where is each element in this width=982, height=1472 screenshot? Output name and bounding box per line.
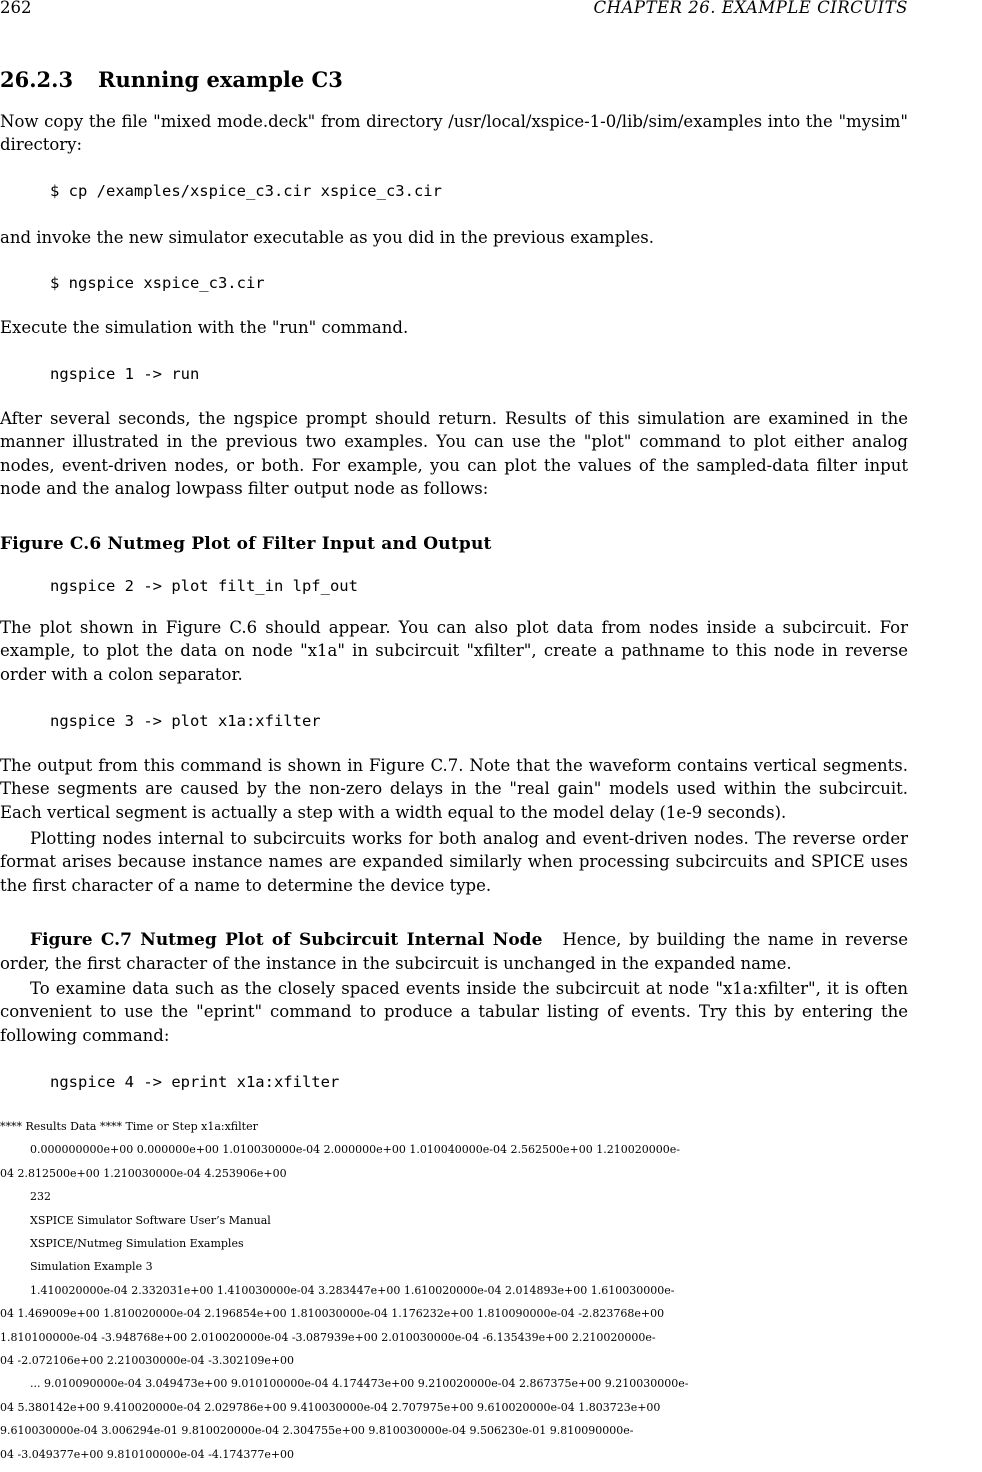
results-line: 04 -3.049377e+00 9.810100000e-04 -4.174377e+00 <box>0 1447 295 1461</box>
paragraph-internal-nodes: Plotting nodes internal to subcircuits works for both analog and event-driven nodes. The reverse order format arises because instance names are expanded similarly when processing subcircuits and SPICE uses the first character of a name to determine the device type. <box>0 829 908 895</box>
results-line: ... 9.010090000e-04 3.049473e+00 9.010100000e-04 4.174473e+00 9.210020000e-04 2.867375e+00 9.210030000e- <box>30 1377 689 1391</box>
running-header <box>0 0 908 20</box>
figure-c6-caption: Figure C.6 Nutmeg Plot of Filter Input and Output <box>0 534 492 554</box>
command-plot-x1a: ngspice 3 -> plot x1a:xfilter <box>50 712 321 730</box>
chapter-title: CHAPTER 26. EXAMPLE CIRCUITS <box>593 0 908 17</box>
command-copy: $ cp /examples/xspice_c3.cir xspice_c3.cir <box>50 182 442 200</box>
results-listing <box>0 1115 982 1466</box>
page-number: 262 <box>0 0 32 17</box>
paragraph-invoke: and invoke the new simulator executable as you did in the previous examples. <box>0 228 655 247</box>
results-line: 04 5.380142e+00 9.410020000e-04 2.029786e+00 9.410030000e-04 2.707975e+00 9.610020000e-04 1.803723e+00 <box>0 1400 661 1414</box>
results-line: 04 -2.072106e+00 2.210030000e-04 -3.302109e+00 <box>0 1354 295 1368</box>
results-page-number: 232 <box>30 1190 51 1204</box>
figure-c7-text: Hence, by building the name in reverse order, the first character of the instance in the subcircuit is unchanged in the expanded name. <box>0 930 908 974</box>
results-line: 04 1.469009e+00 1.810020000e-04 2.196854e+00 1.810030000e-04 1.176232e+00 1.810090000e-04 -2.823768e+00 <box>0 1307 665 1321</box>
paragraph-execute: Execute the simulation with the "run" command. <box>0 318 409 337</box>
paragraph-plot-subcircuit: The plot shown in Figure C.6 should appear. You can also plot data from nodes inside a subcircuit. For example, to plot the data on node "x1a" in subcircuit "xfilter", create a pathname to this node in reverse order with a colon separator. <box>0 618 908 684</box>
results-line: 1.810100000e-04 -3.948768e+00 2.010020000e-04 -3.087939e+00 2.010030000e-04 -6.135439e+00 2.210020000e- <box>0 1330 656 1344</box>
paragraph-figure-c7 <box>0 928 908 976</box>
figure-c7-caption: Figure C.7 Nutmeg Plot of Subcircuit Internal Node <box>30 930 543 950</box>
paragraph-eprint: To examine data such as the closely spaced events inside the subcircuit at node "x1a:xfilter", it is often convenient to use the "eprint" command to produce a tabular listing of events. Try this by entering the following command: <box>0 979 908 1045</box>
results-manual-title: XSPICE Simulator Software User’s Manual <box>30 1213 271 1227</box>
command-run: ngspice 1 -> run <box>50 365 200 383</box>
results-example-title: Simulation Example 3 <box>30 1260 153 1274</box>
paragraph-copy-file: Now copy the file "mixed mode.deck" from directory /usr/local/xspice-1-0/lib/sim/examples into the "mysim" directory: <box>0 112 908 155</box>
results-section-title: XSPICE/Nutmeg Simulation Examples <box>30 1237 244 1251</box>
results-line: 9.610030000e-04 3.006294e-01 9.810020000e-04 2.304755e+00 9.810030000e-04 9.506230e-01 9.810090000e- <box>0 1424 634 1438</box>
command-eprint: ngspice 4 -> eprint x1a:xfilter <box>50 1073 340 1091</box>
section-number: 26.2.3 <box>0 67 74 92</box>
section-heading <box>0 68 343 91</box>
command-plot-filter: ngspice 2 -> plot filt_in lpf_out <box>50 577 358 595</box>
results-line: 0.000000000e+00 0.000000e+00 1.010030000e-04 2.000000e+00 1.010040000e-04 2.562500e+00 1.210020000e- <box>30 1143 680 1157</box>
paragraph-output: The output from this command is shown in Figure C.7. Note that the waveform contains vertical segments. These segments are caused by the non-zero delays in the "real gain" models used within the subcircuit. Each vertical segment is actually a step with a width equal to the model delay (1e-9 seconds). <box>0 756 908 822</box>
results-line: 1.410020000e-04 2.332031e+00 1.410030000e-04 3.283447e+00 1.610020000e-04 2.014893e+00 1.610030000e- <box>30 1283 675 1297</box>
command-ngspice: $ ngspice xspice_c3.cir <box>50 274 265 292</box>
results-line: 04 2.812500e+00 1.210030000e-04 4.253906e+00 <box>0 1166 287 1180</box>
section-title: Running example C3 <box>98 67 343 92</box>
results-heading: **** Results Data **** Time or Step x1a:xfilter <box>0 1120 258 1133</box>
paragraph-results: After several seconds, the ngspice prompt should return. Results of this simulation are examined in the manner illustrated in the previous two examples. You can use the "plot" command to plot either analog nodes, event-driven nodes, or both. For example, you can plot the values of the sampled-data filter input node and the analog lowpass filter output node as follows: <box>0 409 908 499</box>
